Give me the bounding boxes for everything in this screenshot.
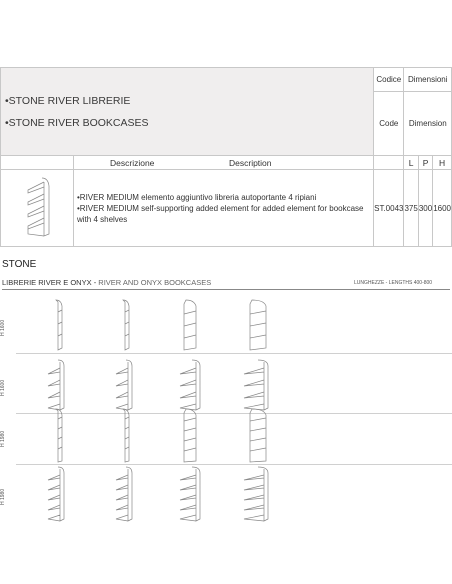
bookcase-drawing (50, 296, 70, 352)
bookcase-drawing (22, 176, 52, 238)
spec-table (0, 67, 452, 247)
drawing-row-1 (0, 292, 452, 354)
length-column-header: L (404, 156, 418, 170)
bookcase-drawing (112, 465, 138, 523)
bookcase-drawing (240, 465, 274, 523)
bookcase-drawing (117, 296, 137, 352)
code-header-it: Codice (374, 68, 404, 92)
product-image-cell (1, 170, 74, 247)
item-description (74, 170, 374, 247)
dimension-header-it: Dimensioni (404, 68, 452, 92)
section-title: STONE (2, 259, 37, 270)
item-description-en: •RIVER MEDIUM self-supporting added element for added element for bookcase with 4 shelves (77, 203, 364, 224)
drawing-row-3 (0, 403, 452, 465)
depth-column-header: P (418, 156, 432, 170)
lengths-label: LUNGHEZZE - LENGTHS 400-800 (354, 280, 433, 286)
image-column-header (1, 156, 74, 170)
code-column-header (374, 156, 404, 170)
bookcase-drawing (50, 407, 70, 463)
row-height-label: H 1980 (0, 488, 6, 505)
description-column-header (74, 156, 374, 170)
product-title-cell (1, 68, 374, 156)
height-column-header: H (433, 156, 452, 170)
drawing-row-4 (0, 461, 452, 523)
section-subtitle-it: LIBRERIE RIVER E ONYX - (2, 278, 99, 287)
item-code: ST.0043 (374, 170, 404, 247)
section-subtitle-en: RIVER AND ONYX BOOKCASES (98, 278, 212, 287)
row-height-label: H 1980 (0, 430, 6, 447)
bookcase-drawing (44, 465, 70, 523)
section-divider (2, 289, 450, 290)
item-description-it: •RIVER MEDIUM elemento aggiuntivo libreria autoportante 4 ripiani (77, 192, 317, 202)
item-height: 1600 (433, 170, 452, 247)
section-subtitle (2, 278, 211, 287)
description-header-it: Descrizione (110, 158, 155, 168)
item-length: 375 (404, 170, 418, 247)
product-title-en: •STONE RIVER BOOKCASES (5, 116, 149, 129)
description-header-en: Description (229, 158, 272, 168)
item-depth: 300 (418, 170, 432, 247)
row-height-label: H 1600 (0, 379, 6, 396)
row-height-label: H 1600 (0, 319, 6, 336)
dimension-header-en: Dimension (404, 92, 452, 156)
bookcase-drawing (176, 465, 206, 523)
bookcase-drawing (244, 407, 274, 463)
code-header-en: Code (374, 92, 404, 156)
bookcase-drawing (117, 407, 137, 463)
product-title-it: •STONE RIVER LIBRERIE (5, 94, 131, 107)
bookcase-drawing (178, 296, 204, 352)
bookcase-drawing (178, 407, 204, 463)
bookcase-drawing (244, 296, 274, 352)
